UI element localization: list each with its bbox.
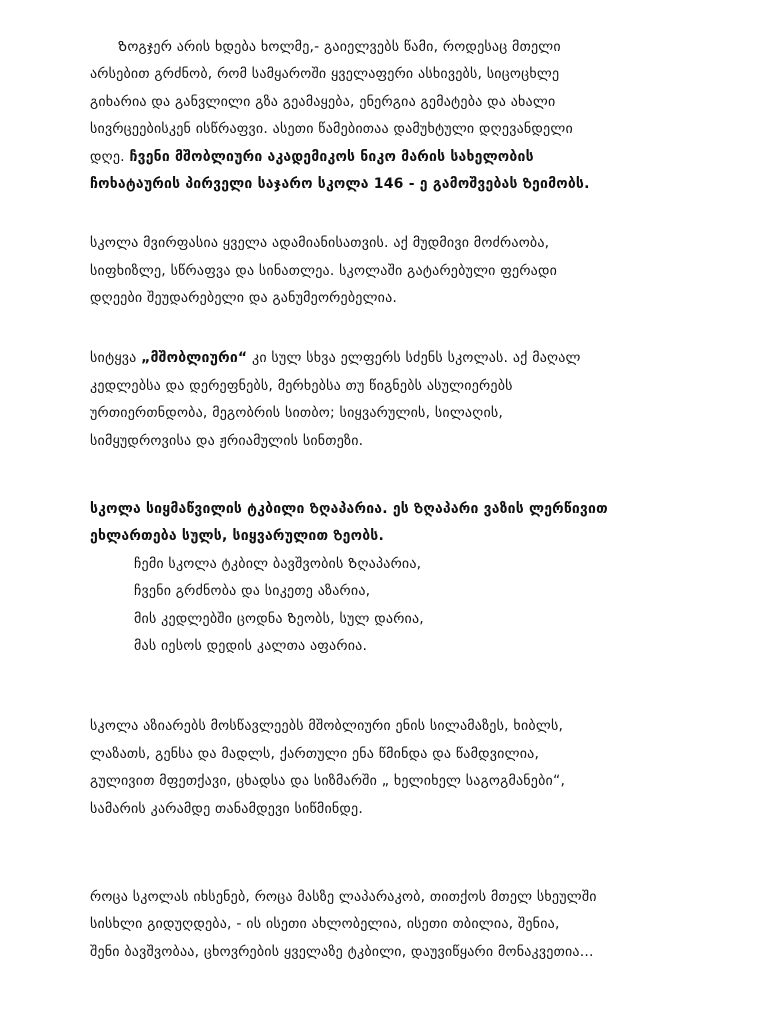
p5-line-2: ლაზათს, გენსა და მადლს, ქართული ენა წმინდა და წამდვილია, — [90, 746, 540, 762]
p3-line-1-start: სიტყვა — [90, 350, 142, 366]
p2-line-2: სიფხიზლე, სწრაფვა და სინათლეა. სკოლაში გატარებული ფერადი — [90, 263, 558, 279]
p2-line-3: დღეები შეუდარებელი და განუმეორებელია. — [90, 290, 398, 306]
poem-line-1: ჩემი სკოლა ტკბილ ბავშვობის Ზღაპარია, — [134, 556, 422, 572]
poem-line-3: მის კედლებში ცოდნა Ზეობს, სულ დარია, — [134, 611, 424, 627]
p1-line-2: არსებით გრძნობ, რომ სამყაროში ყველაფერი ასხივებს, სიცოცხლე — [90, 66, 560, 82]
p4-line-1: სკოლა სიყმაწვილის ტკბილი Ზღაპარია. ეს Ზღაპარი ვაზის ლერწივით — [90, 501, 608, 517]
p5-line-3: გულივით მფეთქავი, ცხადსა და სიზმარში „ ხელიხელ საგოგმანები“, — [90, 773, 566, 789]
p3-line-1 — [90, 348, 581, 368]
p3-line-1-bold: „მშობლიური“ — [141, 350, 248, 366]
p3-line-4: სიმყუდროვისა და ჟრიამულის სინთეზი. — [90, 433, 364, 449]
p2-line-1: სკოლა მვირფასია ყველა ადამიანისათვის. აქ მუდმივი მოძრაობა, — [90, 235, 550, 251]
p6-line-3: შენი ბავშვობაა, ცხოვრების ყველაზე ტკბილი, დაუვიწყარი მონაკვეთია... — [90, 944, 594, 960]
p1-line-4: სივრცეებისკენ ისწრაფვი. ასეთი წამებითაა დამუხტული დღევანდელი — [90, 121, 573, 137]
p6-line-2: სისხლი გიდუღდება, - ის ისეთი ახლობელია, ისეთი თბილია, შენია, — [90, 916, 560, 932]
p1-line-1: Ზოგჯერ არის ხდება ხოლმე,- გაიელვებს წამი, როდესაც მთელი — [118, 39, 561, 55]
poem-line-2: ჩვენი გრძნობა და სიკეთე აზარია, — [134, 583, 371, 599]
p1-line-5 — [90, 147, 534, 167]
p4-line-2: ეხლართება სულს, სიყვარულით Ზეობს. — [90, 528, 384, 544]
p5-line-4: სამარის კარამდე თანამდევი სიწმინდე. — [90, 801, 364, 817]
p3-line-3: ურთიერთნდობა, მეგობრის სითბო; სიყვარულის, სილაღის, — [90, 405, 504, 421]
p3-line-2: კედლებსა და დერეფნებს, მერხებსა თუ წიგნებს ასულიერებს — [90, 378, 513, 394]
p1-line-5-start: დღე. — [90, 149, 130, 165]
poem-line-4: მას იესოს დედის კალთა აფარია. — [134, 638, 368, 654]
p5-line-1: სკოლა აზიარებს მოსწავლეებს მშობლიური ენის სილამაზეს, ხიბლს, — [90, 718, 564, 734]
p1-line-5-bold: ჩვენი მშობლიური აკადემიკოს ნიკო მარის სახელობის — [129, 149, 534, 165]
p6-line-1: როცა სკოლას იხსენებ, როცა მასზე ლაპარაკობ, თითქოს მთელ სხეულში — [90, 889, 597, 905]
p3-line-1-end: კი სულ სხვა ელფერს სძენს სკოლას. აქ მაღალ — [247, 350, 581, 366]
p1-line-6: ჩოხატაურის პირველი საჯარო სკოლა 146 - ე გამოშვებას Ზეიმობს. — [90, 176, 590, 192]
p1-line-3: გიხარია და განვლილი გზა გეამაყება, ენერგია გემატება და ახალი — [90, 94, 556, 110]
